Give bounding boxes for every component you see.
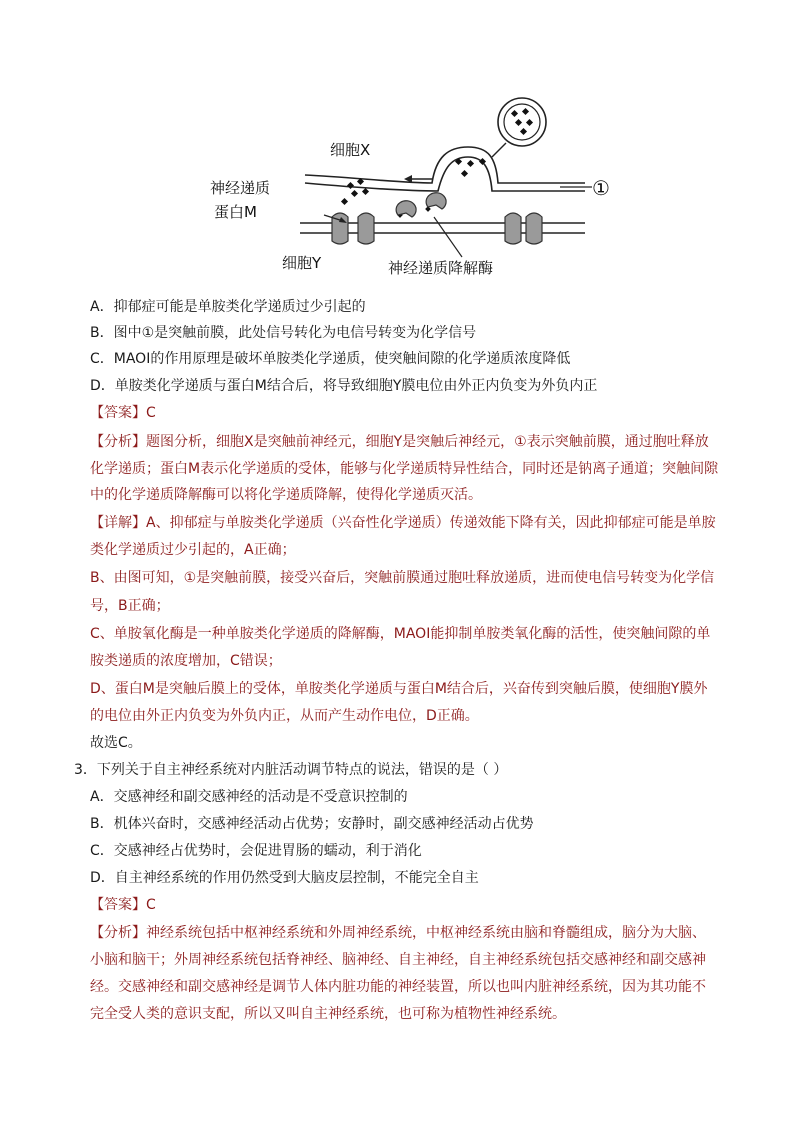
q2-answer bbox=[90, 403, 156, 423]
q2-detail-line-7: D、蛋白M是突触后膜上的受体，单胺类化学递质与蛋白M结合后，兴奋传到突触后膜，使细胞Y膜外 bbox=[90, 681, 708, 697]
bulge-dots bbox=[455, 158, 486, 177]
q2-conclusion: 故选C。 bbox=[90, 735, 142, 751]
q2-analysis-line-2: 化学递质；蛋白M表示化学递质的受体，能够与化学递质特异性结合，同时还是钠离子通道；突触间隙 bbox=[90, 461, 719, 477]
q2-option-b: B．图中①是突触前膜，此处信号转化为电信号转变为化学信号 bbox=[90, 325, 477, 341]
q2-detail-line-4: 号，B正确； bbox=[90, 598, 170, 614]
q3-option-a: A．交感神经和副交感神经的活动是不受意识控制的 bbox=[90, 789, 408, 805]
q3-analysis-line-4: 完全受人类的意识支配，所以又叫自主神经系统，也可称为植物性神经系统。 bbox=[90, 1006, 566, 1022]
receptor-protein-m bbox=[332, 213, 542, 244]
label-enzyme: 神经递质降解酶 bbox=[388, 259, 494, 277]
q2-detail-line-6: 胺类递质的浓度增加，C错误； bbox=[90, 653, 282, 669]
degrading-enzyme bbox=[396, 193, 446, 217]
label-protein-m: 蛋白M bbox=[214, 203, 257, 221]
q2-option-d: D．单胺类化学递质与蛋白M结合后，将导致细胞Y膜电位由外正内负变为外负内正 bbox=[90, 378, 598, 394]
q3-option-c: C．交感神经占优势时，会促进胃肠的蠕动，利于消化 bbox=[90, 843, 422, 859]
q2-analysis-line-1: 【分析】题图分析，细胞X是突触前神经元，细胞Y是突触后神经元，①表示突触前膜，通过胞吐释放 bbox=[90, 434, 709, 450]
q2-option-a: A．抑郁症可能是单胺类化学递质过少引起的 bbox=[90, 299, 366, 315]
label-neurotransmitter: 神经递质 bbox=[210, 179, 271, 197]
analysis-tag: 【分析】 bbox=[90, 434, 146, 450]
q3-option-b: B．机体兴奋时，交感神经活动占优势；安静时，副交感神经活动占优势 bbox=[90, 816, 534, 832]
synapse-diagram bbox=[200, 95, 640, 290]
q3-analysis-line-3: 经。交感神经和副交感神经是调节人体内脏功能的神经装置，所以也叫内脏神经系统，因为其功能不 bbox=[90, 979, 706, 995]
answer-value: C bbox=[146, 897, 156, 913]
label-marker-1: ① bbox=[592, 176, 610, 200]
presynaptic-membrane-inner bbox=[305, 157, 585, 191]
answer-tag: 【答案】 bbox=[90, 405, 146, 421]
q2-detail-line-3: B、由图可知，①是突触前膜，接受兴奋后，突触前膜通过胞吐释放递质，进而使电信号转变为化学信 bbox=[90, 570, 715, 586]
q2-option-c: C．MAOI的作用原理是破坏单胺类化学递质，使突触间隙的化学递质浓度降低 bbox=[90, 351, 571, 367]
q2-detail-line-1: 【详解】A、抑郁症与单胺类化学递质（兴奋性化学递质）传递效能下降有关，因此抑郁症可能是单胺 bbox=[90, 515, 716, 531]
q2-detail-line-5: C、单胺氧化酶是一种单胺类化学递质的降解酶，MAOI能抑制单胺类氧化酶的活性，使突触间隙的单 bbox=[90, 626, 711, 642]
q3-analysis-line-1: 【分析】神经系统包括中枢神经系统和外周神经系统，中枢神经系统由脑和脊髓组成，脑分为大脑、 bbox=[90, 925, 706, 941]
detail-tag: 【详解】 bbox=[90, 515, 146, 531]
answer-value: C bbox=[146, 405, 156, 421]
q2-detail-line-8: 的电位由外正内负变为外负内正，从而产生动作电位，D正确。 bbox=[90, 708, 479, 724]
q2-detail-line-2: 类化学递质过少引起的，A正确； bbox=[90, 542, 296, 558]
vesicle-dots bbox=[511, 108, 533, 135]
q3-analysis-line-2: 小脑和脑干；外周神经系统包括脊神经、脑神经、自主神经，自主神经系统包括交感神经和副交感神 bbox=[90, 952, 706, 968]
q3-stem: 3．下列关于自主神经系统对内脏活动调节特点的说法，错误的是（ ） bbox=[74, 762, 508, 778]
vesicle-enlarged bbox=[498, 98, 546, 146]
label-cell-y: 细胞Y bbox=[282, 254, 322, 272]
label-cell-x: 细胞X bbox=[330, 141, 371, 159]
neurotransmitter-dots bbox=[341, 178, 431, 218]
q3-option-d: D．自主神经系统的作用仍然受到大脑皮层控制，不能完全自主 bbox=[90, 870, 479, 886]
answer-tag: 【答案】 bbox=[90, 897, 146, 913]
q3-answer bbox=[90, 895, 156, 915]
analysis-tag: 【分析】 bbox=[90, 925, 146, 941]
q2-analysis-line-3: 中的化学递质降解酶可以将化学递质降解，使得化学递质灭活。 bbox=[90, 487, 482, 503]
